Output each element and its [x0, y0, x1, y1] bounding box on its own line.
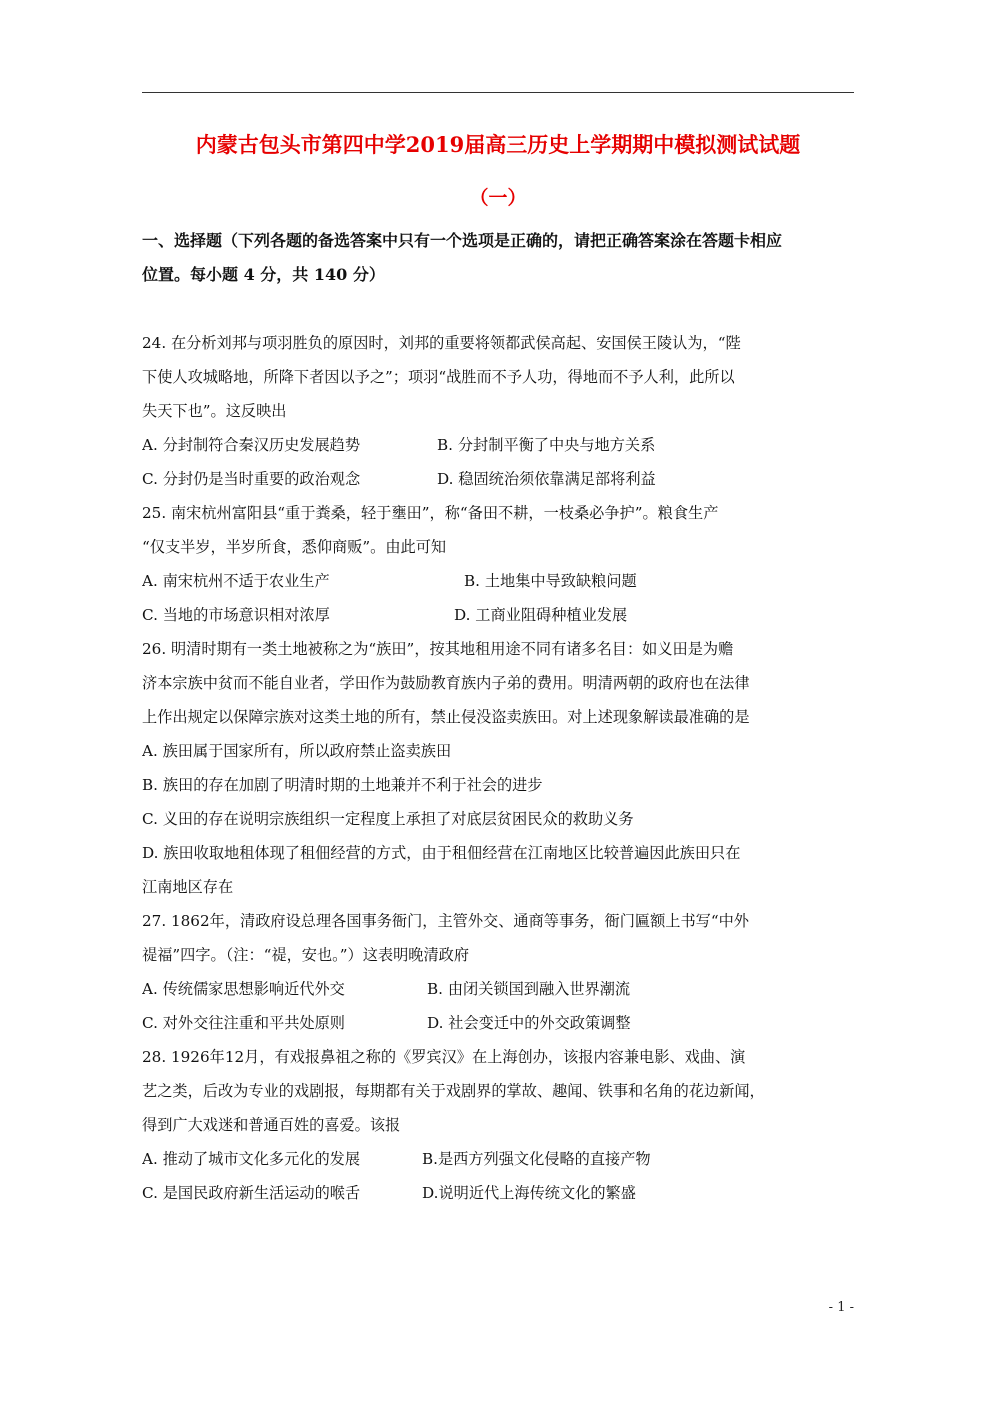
option-b: B. 分封制平衡了中央与地方关系 [437, 436, 656, 454]
question-26 [142, 632, 854, 904]
option-c: C. 对外交往注重和平共处原则 [142, 1014, 345, 1032]
question-27 [142, 904, 854, 1040]
option-b: B.是西方列强文化侵略的直接产物 [422, 1150, 651, 1168]
question-stem-line: 艺之类，后改为专业的戏剧报，每期都有关于戏剧界的掌故、趣闻、铁事和名角的花边新闻， [142, 1082, 765, 1100]
option-b: B. 族田的存在加剧了明清时期的土地兼并不利于社会的进步 [142, 776, 543, 794]
option-d: D. 稳固统治须依靠满足部将利益 [437, 470, 656, 488]
option-b: B. 土地集中导致缺粮问题 [464, 572, 637, 590]
page-number: - 1 - [828, 1300, 854, 1315]
question-stem-line: 26. 明清时期有一类土地被称之为“族田”，按其地租用途不同有诸多名目：如义田是为赡 [142, 640, 734, 658]
question-24 [142, 326, 854, 496]
section-heading-line-2: 位置。每小题 4 分，共 140 分） [142, 265, 385, 284]
option-b: B. 由闭关锁国到融入世界潮流 [427, 980, 631, 998]
option-a: A. 南宋杭州不适于农业生产 [142, 572, 330, 590]
option-c: C. 当地的市场意识相对浓厚 [142, 606, 330, 624]
option-a: A. 推动了城市文化多元化的发展 [142, 1150, 361, 1168]
option-d-continued: 江南地区存在 [142, 878, 234, 896]
option-a: A. 族田属于国家所有，所以政府禁止盗卖族田 [142, 742, 452, 760]
option-row [142, 564, 854, 598]
section-heading-line-1: 一、选择题（下列各题的备选答案中只有一个选项是正确的，请把正确答案涂在答题卡相应 [142, 231, 783, 250]
questions-block [142, 326, 854, 1210]
option-d: D.说明近代上海传统文化的繁盛 [422, 1184, 636, 1202]
option-row [142, 428, 854, 462]
question-stem-line: 禔福”四字。（注：“禔，安也。”）这表明晚清政府 [142, 946, 470, 964]
option-c: C. 义田的存在说明宗族组织一定程度上承担了对底层贫困民众的救助义务 [142, 810, 634, 828]
section-heading [142, 224, 854, 292]
question-stem-line: 得到广大戏迷和普通百姓的喜爱。该报 [142, 1116, 401, 1134]
option-d: D. 社会变迁中的外交政策调整 [427, 1014, 631, 1032]
option-row [142, 462, 854, 496]
question-stem-line: “仅支半岁，半岁所食，悉仰商贩”。由此可知 [142, 538, 447, 556]
document-subtitle: （一） [469, 187, 527, 209]
option-row [142, 1176, 854, 1210]
option-row [142, 1142, 854, 1176]
question-stem-line: 28. 1926年12月，有戏报鼻祖之称的《罗宾汉》在上海创办，该报内容兼电影、戏曲、演 [142, 1048, 746, 1066]
option-d: D. 族田收取地租体现了租佃经营的方式，由于租佃经营在江南地区比较普遍因此族田只在 [142, 844, 741, 862]
question-stem-line: 下使人攻城略地，所降下者因以予之”；项羽“战胜而不予人功，得地而不予人利，此所以 [142, 368, 735, 386]
question-28 [142, 1040, 854, 1210]
option-d: D. 工商业阻碍种植业发展 [454, 606, 628, 624]
question-25 [142, 496, 854, 632]
question-stem-line: 失天下也”。这反映出 [142, 402, 287, 420]
document-title: 内蒙古包头市第四中学2019届高三历史上学期期中模拟测试试题 [195, 132, 801, 157]
option-row [142, 1006, 854, 1040]
question-stem-line: 济本宗族中贫而不能自业者，学田作为鼓励教育族内子弟的费用。明清两朝的政府也在法律 [142, 674, 750, 692]
option-a: A. 传统儒家思想影响近代外交 [142, 980, 345, 998]
option-row [142, 972, 854, 1006]
header-rule [142, 92, 854, 93]
option-c: C. 分封仍是当时重要的政治观念 [142, 470, 361, 488]
question-stem-line: 27. 1862年，清政府设总理各国事务衙门，主管外交、通商等事务，衙门匾额上书写“中外 [142, 912, 749, 930]
question-stem-line: 上作出规定以保障宗族对这类土地的所有，禁止侵没盗卖族田。对上述现象解读最准确的是 [142, 708, 750, 726]
question-stem-line: 24. 在分析刘邦与项羽胜负的原因时，刘邦的重要将领都武侯高起、安国侯王陵认为，“陛 [142, 334, 741, 352]
option-a: A. 分封制符合秦汉历史发展趋势 [142, 436, 361, 454]
option-row [142, 598, 854, 632]
question-stem-line: 25. 南宋杭州富阳县“重于粪桑，轻于壅田”，称“备田不耕，一枝桑必争护”。粮食生产 [142, 504, 719, 522]
option-c: C. 是国民政府新生活运动的喉舌 [142, 1184, 361, 1202]
